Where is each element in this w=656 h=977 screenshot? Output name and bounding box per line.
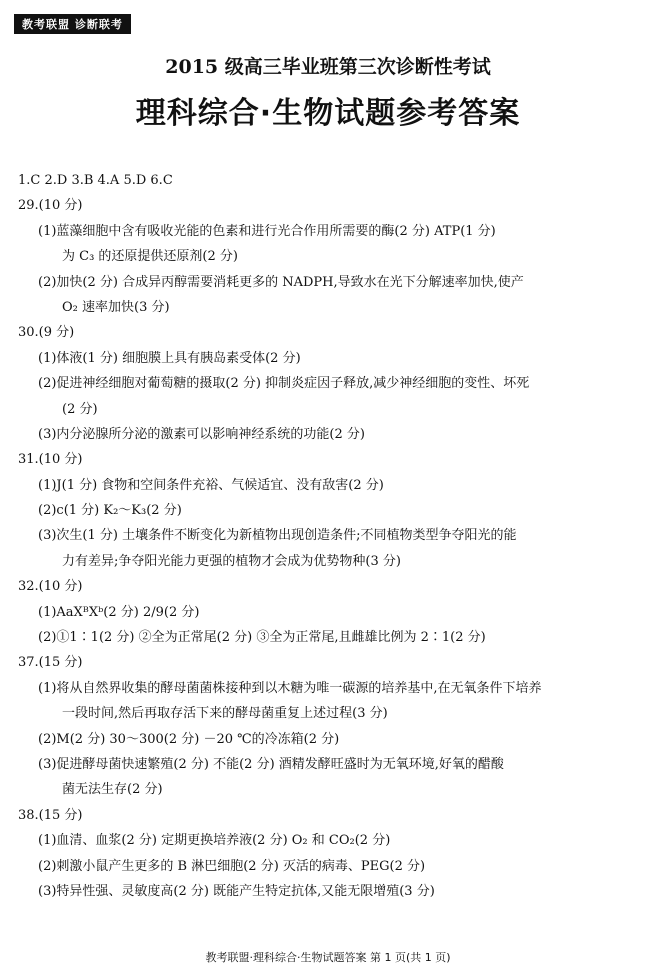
answer-line: (1)蓝藻细胞中含有吸收光能的色素和进行光合作用所需要的酶(2 分) ATP(1 分) [38,223,496,239]
answer-line: 29.(10 分) [18,198,83,214]
exam-title: 2015 级高三毕业班第三次诊断性考试 [165,56,491,78]
answer-line: (2)加快(2 分) 合成异丙醇需要消耗更多的 NADPH,导致水在光下分解速率加快,使产 [38,274,524,290]
answer-line: 32.(10 分) [18,579,83,595]
answer-line: (1)AaXᴮXᵇ(2 分) 2/9(2 分) [38,604,200,620]
answer-line: (2 分) [62,401,98,417]
answer-body [18,168,646,904]
answer-line: 38.(15 分) [18,807,83,823]
answer-line: (3)内分泌腺所分泌的激素可以影响神经系统的功能(2 分) [38,426,365,442]
page-footer: 教考联盟·理科综合·生物试题答案 第 1 页(共 1 页) [205,951,451,964]
answer-line: 一段时间,然后再取存活下来的酵母菌重复上述过程(3 分) [62,706,388,722]
answer-line: (3)特异性强、灵敏度高(2 分) 既能产生特定抗体,又能无限增殖(3 分) [38,883,435,899]
answer-line: 菌无法生存(2 分) [62,782,163,798]
answer-line: (1)血清、血浆(2 分) 定期更换培养液(2 分) O₂ 和 CO₂(2 分) [38,833,391,849]
answer-line: (3)促进酵母菌快速繁殖(2 分) 不能(2 分) 酒精发酵旺盛时为无氧环境,好氧的醋酸 [38,756,504,772]
answer-line: (3)次生(1 分) 土壤条件不断变化为新植物出现创造条件;不同植物类型争夺阳光的能 [38,528,517,544]
answer-line: O₂ 速率加快(3 分) [62,299,170,315]
answer-line: (2)刺激小鼠产生更多的 B 淋巴细胞(2 分) 灭活的病毒、PEG(2 分) [38,858,426,874]
answer-line: (1)J(1 分) 食物和空间条件充裕、气候适宜、没有敌害(2 分) [38,477,384,493]
answer-line: 为 C₃ 的还原提供还原剂(2 分) [62,249,238,265]
answer-line: (1)将从自然界收集的酵母菌菌株接种到以木糖为唯一碳源的培养基中,在无氧条件下培养 [38,680,542,696]
answer-line: 力有差异;争夺阳光能力更强的植物才会成为优势物种(3 分) [62,553,401,569]
answer-line: 30.(9 分) [18,325,75,341]
answer-line: 37.(15 分) [18,655,83,671]
answer-line: (2)①1∶1(2 分) ②全为正常尾(2 分) ③全为正常尾,且雌雄比例为 2∶1(2 分) [38,630,486,646]
answer-line: (1)体液(1 分) 细胞膜上具有胰岛素受体(2 分) [38,350,301,366]
answer-line: (2)M(2 分) 30～300(2 分) －20 ℃的冷冻箱(2 分) [38,731,340,747]
header-tag: 教考联盟 诊断联考 [14,14,131,34]
answer-line: (2)促进神经细胞对葡萄糖的摄取(2 分) 抑制炎症因子释放,减少神经细胞的变性、坏死 [38,376,530,392]
answer-line: 31.(10 分) [18,452,83,468]
exam-subtitle: 理科综合·生物试题参考答案 [135,96,521,131]
answer-line: (2)c(1 分) K₂～K₃(2 分) [38,503,182,519]
answer-line: 1.C 2.D 3.B 4.A 5.D 6.C [18,173,173,188]
